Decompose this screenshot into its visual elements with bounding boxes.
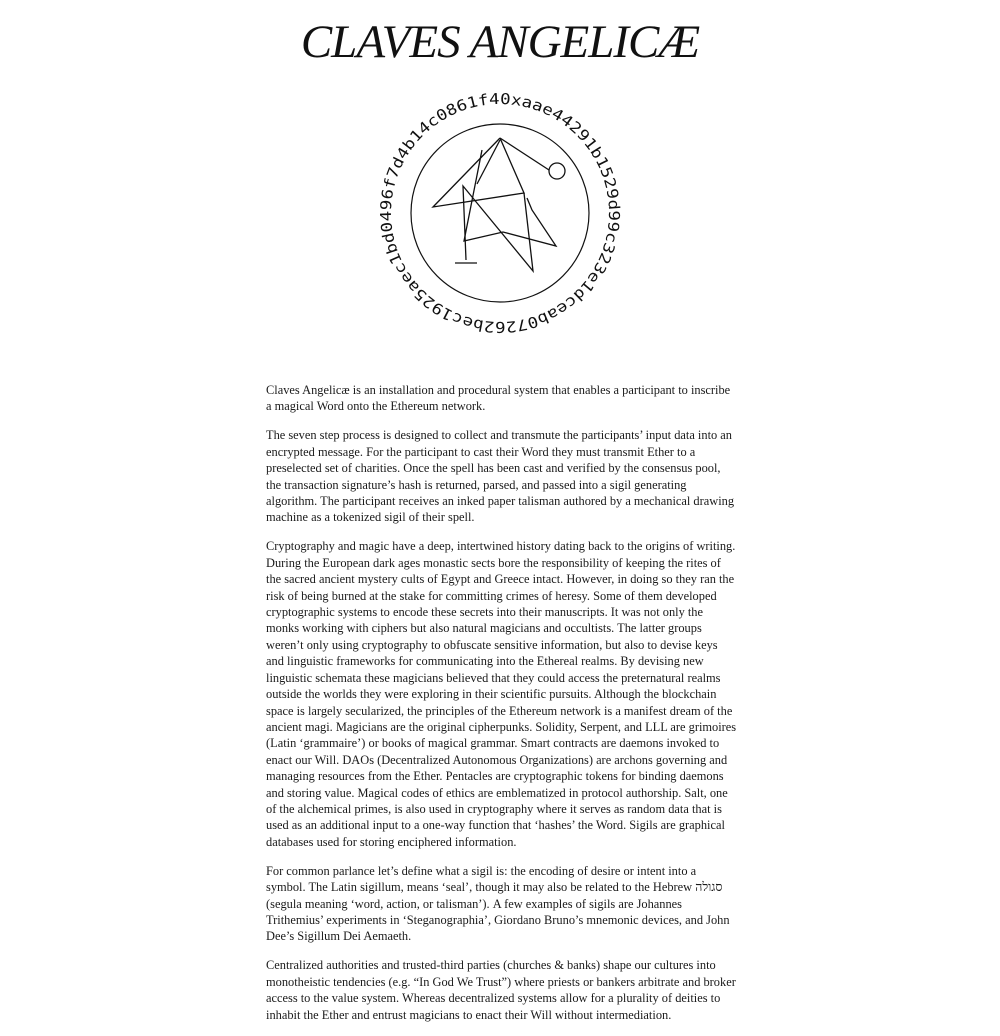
sigil-hash-ring-text: [377, 90, 623, 336]
sigil-hash-text: 0xaae44291b1529d99c323e1dceab07262bec1925aec1bd0496f7d4b14c0861f4: [376, 89, 624, 337]
essay-paragraph-decentralization: Centralized authorities and trusted-third parties (churches & banks) shape our cultures into monotheistic tendencies (e.g. “In God We Trust”) where priests or bankers arbitrate and broker access to the value system. Whereas decentralized systems allow for a plurality of deities to inhabit the Ether and entrust magicians to enact their Will without intermediation.: [266, 958, 736, 1022]
sigil-inner-stroke: [477, 140, 500, 184]
essay-paragraph-intro: Claves Angelicæ is an installation and procedural system that enables a participant to inscribe a magical Word onto the Ethereum network.: [266, 383, 731, 414]
essay-paragraph-process: The seven step process is designed to collect and transmute the participants’ input data into an encrypted message. For the participant to cast their Word they must transmit Ether to a preselected set of charities. Once the spell has been cast and verified by the consensus pool, the transaction signature’s hash is returned, parsed, and passed into a sigil generating algorithm. The participant receives an inked paper talisman authored by a mechanical drawing machine as a tokenized sigil of their spell.: [266, 428, 735, 525]
page-title: CLAVES ANGELICÆ: [300, 16, 700, 68]
essay-paragraph-sigil-definition: For common parlance let’s define what a sigil is: the encoding of desire or intent into a symbol. The Latin sigillum, means ‘seal’, though it may also be related to the Hebrew סגולה (segula meaning ‘word, action, or talisman’). A few examples of sigils are Johannes Trithemius’ experiments in ‘Steganographia’, Giordano Bruno’s mnemonic devices, and John Dee’s Sigillum Dei Aemaeth.: [266, 863, 730, 944]
sigil-terminal-circle: [549, 163, 565, 179]
sigil-triangle-stroke: [433, 138, 524, 207]
essay-paragraph-history: Cryptography and magic have a deep, intertwined history dating back to the origins of writing. During the European dark ages monastic sects bore the responsibility of keeping the rites of the sacred ancient mystery cults of Egypt and Greece intact. However, in doing so they ran the risk of being burned at the stake for committing crimes of heresy. Some of them developed cryptographic systems to encode these secrets into their manuscripts. It was not only the monks working with ciphers but also natural magicians and occultists. The latter groups weren’t only using cryptography to obfuscate sensitive information, but also to devise keys and linguistic frameworks for communicating into the Ethereal realms. By devising new linguistic schemata these magicians believed that they could access the preternatural realms outside the worlds they were exploring in their scientific pursuits. Although the blockchain space is largely secularized, the principles of the Ethereum network is a manifest dream of the ancient magi. Magicians are the original cipherpunks. Solidity, Serpent, and LLL are grimoires (Latin ‘grammaire’) or books of magical grammar. Smart contracts are daemons invoked to enact our Will. DAOs (Decentralized Autonomous Organizations) are archons governing and managing resources from the Ether. Pentacles are cryptographic tokens for binding daemons and storing value. Magical codes of ethics are emblematized in protocol authorship. Salt, one of the alchemical primes, is also used in cryptography where it serves as random data that is used as an additional input to a one-way function that ‘hashes’ the Word. Sigils are graphical databases used for storing enciphered information.: [266, 539, 737, 849]
sigil-lower-stroke: [464, 150, 556, 246]
essay-body: [266, 382, 738, 1036]
sigil-glyph: [433, 138, 565, 271]
sigil-inner-circle: [411, 124, 589, 302]
sigil-svg: [375, 88, 625, 338]
sigil-zigzag-stroke: [463, 186, 533, 271]
sigil-seal: [375, 88, 625, 338]
